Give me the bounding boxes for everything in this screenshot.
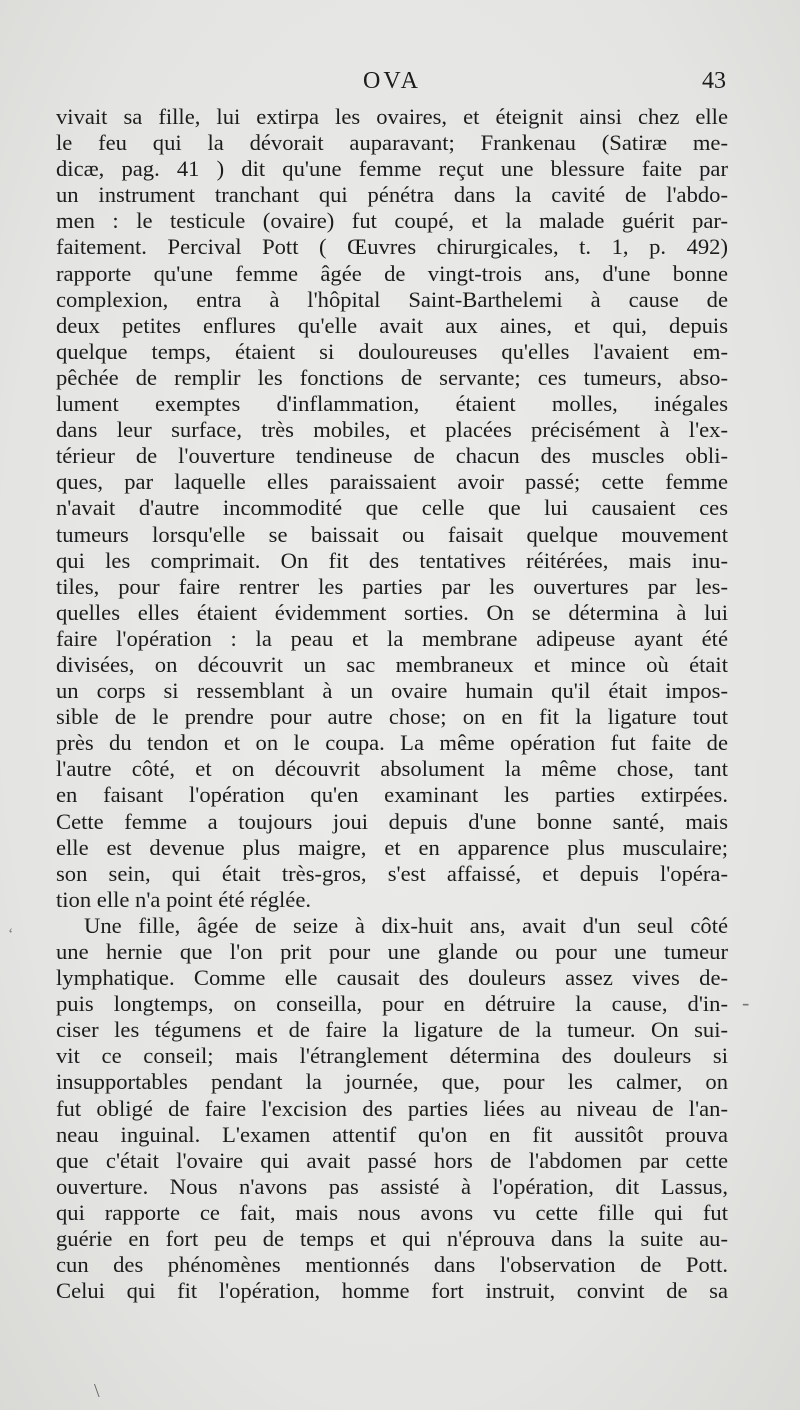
text-line: tion elle n'a point été réglée. (56, 886, 312, 912)
text-line: quelles elles étaient évidemment sorties. On se détermina à lui (56, 599, 728, 625)
text-line: men : le testicule (ovaire) fut coupé, et la malade guérit par- (56, 208, 728, 234)
text-line: qui les comprimait. On fit des tentatives réitérées, mais inu- (56, 547, 728, 573)
text-line: Celui qui fit l'opération, homme fort instruit, convint de sa (56, 1278, 728, 1304)
text-line: dans leur surface, très mobiles, et placées précisément à l'ex- (56, 417, 728, 443)
text-line: lymphatique. Comme elle causait des douleurs assez vives de- (56, 965, 728, 991)
text-line: ciser les tégumens et de faire la ligature de la tumeur. On sui- (56, 1017, 728, 1043)
text-line: n'avait d'autre incommodité que celle que lui causaient ces (56, 495, 728, 521)
text-line: en faisant l'opération qu'en examinant les parties extirpées. (56, 782, 728, 808)
text-line: quelque temps, étaient si douloureuses qu'elles l'avaient em- (56, 338, 728, 364)
running-head: OVA (363, 68, 421, 94)
text-line: cun des phénomènes mentionnés dans l'observation de Pott. (56, 1252, 728, 1278)
text-line: fut obligé de faire l'excision des parties liées au niveau de l'an- (56, 1095, 728, 1121)
text-line: ques, par laquelle elles paraissaient avoir passé; cette femme (56, 469, 728, 495)
text-line: lument exemptes d'inflammation, étaient molles, inégales (56, 391, 728, 417)
text-line: ouverture. Nous n'avons pas assisté à l'opération, dit Lassus, (56, 1173, 728, 1199)
text-line: tiles, pour faire rentrer les parties par les ouvertures par les- (56, 573, 728, 599)
text-line: Cette femme a toujours joui depuis d'une bonne santé, mais (56, 808, 728, 834)
text-line: pêchée de remplir les fonctions de servante; ces tumeurs, abso- (56, 364, 728, 390)
text-line: son sein, qui était très-gros, s'est affaissé, et depuis l'opéra- (56, 860, 728, 886)
text-line: neau inguinal. L'examen attentif qu'on en fit aussitôt prouva (56, 1121, 728, 1147)
text-line: vivait sa fille, lui extirpa les ovaires, et éteignit ainsi chez elle (56, 104, 728, 129)
text-line: puis longtemps, on conseilla, pour en détruire la cause, d'in- (56, 991, 728, 1017)
page-number: 43 (702, 68, 726, 94)
text-line: tumeurs lorsqu'elle se baissait ou faisait quelque mouvement (56, 521, 728, 547)
margin-mark: ‘ (8, 926, 14, 943)
text-line: divisées, on découvrit un sac membraneux et mince où était (56, 651, 728, 677)
text-line: près du tendon et on le coupa. La même opération fut faite de (56, 730, 728, 756)
text-line: un corps si ressemblant à un ovaire humain qu'il était impos- (56, 678, 728, 704)
page-header (56, 68, 728, 102)
text-line: dicæ, pag. 41 ) dit qu'une femme reçut une blessure faite par (56, 156, 728, 182)
text-line: complexion, entra à l'hôpital Saint-Barthelemi à cause de (56, 286, 728, 312)
text-line: l'autre côté, et on découvrit absolument la même chose, tant (56, 756, 728, 782)
text-line: sible de le prendre pour autre chose; on en fit la ligature tout (56, 704, 728, 730)
text-line: faitement. Percival Pott ( Œuvres chirurgicales, t. 1, p. 492) (56, 234, 728, 260)
text-line: rapporte qu'une femme âgée de vingt-trois ans, d'une bonne (56, 260, 728, 286)
text-line: vit ce conseil; mais l'étranglement détermina des douleurs si (56, 1043, 728, 1069)
text-line: Une fille, âgée de seize à dix-huit ans, avait d'un seul côté (84, 912, 728, 938)
text-line: une hernie que l'on prit pour une glande ou pour une tumeur (56, 939, 728, 964)
text-line: elle est devenue plus maigre, et en apparence plus musculaire; (56, 834, 728, 860)
text-line: qui rapporte ce fait, mais nous avons vu cette fille qui fut (56, 1199, 728, 1225)
text-line: térieur de l'ouverture tendineuse de chacun des muscles obli- (56, 443, 728, 469)
text-line: deux petites enflures qu'elle avait aux aines, et qui, depuis (56, 312, 728, 338)
body-text (56, 104, 728, 1304)
margin-mark: \ (94, 1380, 100, 1402)
text-line: un instrument tranchant qui pénétra dans la cavité de l'abdo- (56, 182, 728, 208)
text-line: guérie en fort peu de temps et qui n'éprouva dans la suite au- (56, 1226, 728, 1252)
text-line: insupportables pendant la journée, que, pour les calmer, on (56, 1069, 728, 1095)
text-line: le feu qui la dévorait auparavant; Frankenau (Satiræ me- (56, 130, 728, 156)
text-line: que c'était l'ovaire qui avait passé hors de l'abdomen par cette (56, 1147, 728, 1173)
margin-mark: - (742, 990, 750, 1015)
text-line: faire l'opération : la peau et la membrane adipeuse ayant été (56, 625, 728, 651)
